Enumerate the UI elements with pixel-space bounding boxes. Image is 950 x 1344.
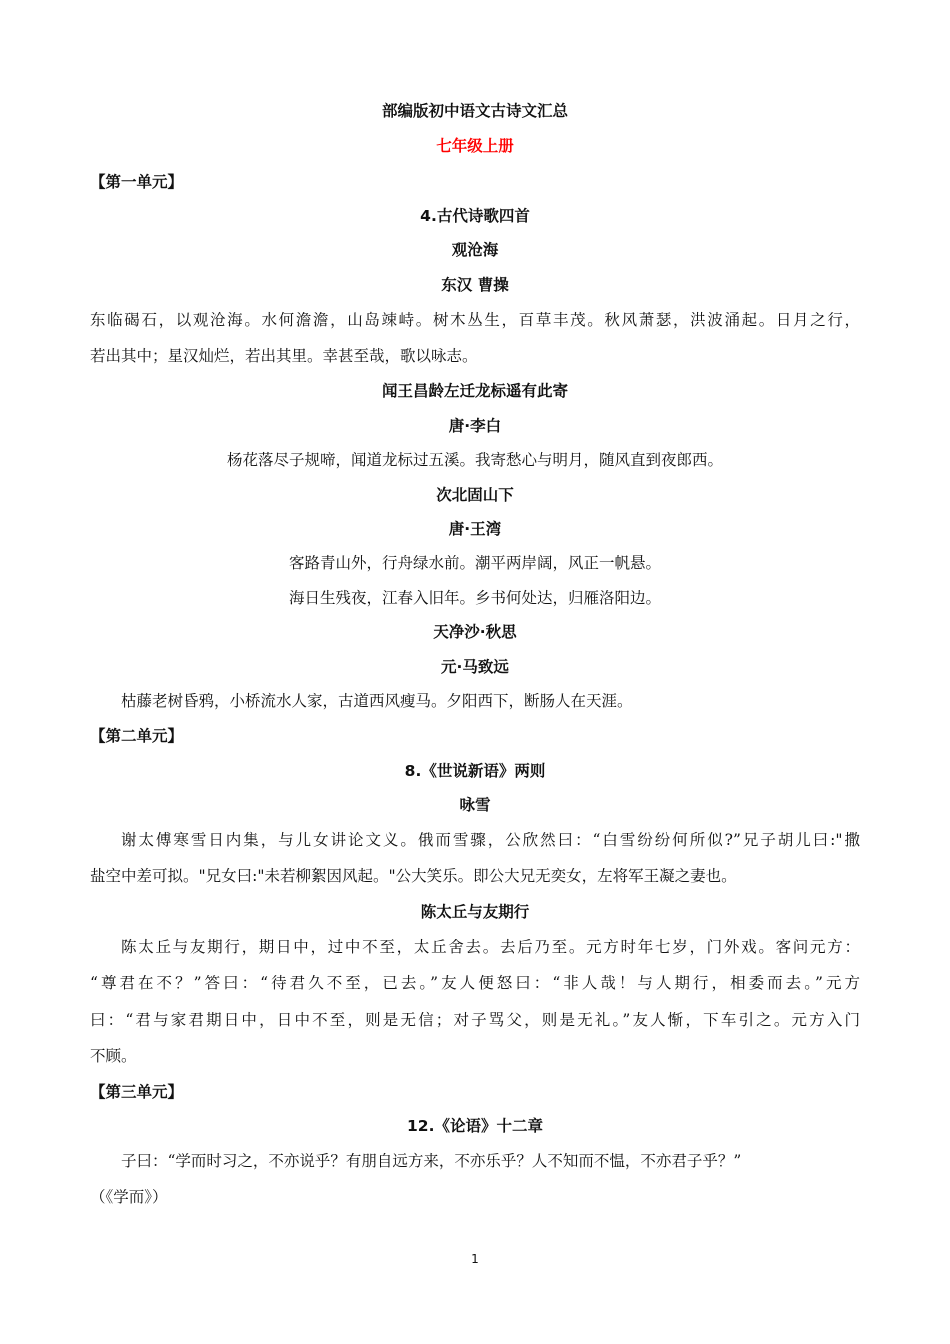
poem-title: 次北固山下: [436, 486, 514, 504]
poem-text-line: 东临碣石，以观沧海。水何澹澹，山岛竦峙。树木丛生，百草丰茂。秋风萧瑟，洪波涌起。日月之行，: [90, 311, 860, 329]
poem-text-line: “尊君在不？”答曰：“待君久不至，已去。”友人便怒曰：“非人哉！与人期行，相委而去。”元方: [90, 974, 860, 992]
poem-author: 唐·王湾: [448, 520, 502, 538]
poem-author: 唐·李白: [448, 417, 502, 435]
page-number: 1: [471, 1252, 479, 1266]
poem-author: 东汉 曹操: [441, 276, 509, 294]
poem-text-line: （《学而》）: [90, 1188, 168, 1206]
unit-heading-2: 【第二单元】: [90, 727, 184, 745]
unit-heading-3: 【第三单元】: [90, 1083, 184, 1101]
lesson-title-12: 12.《论语》十二章: [407, 1117, 543, 1135]
poem-text-line: 客路青山外，行舟绿水前。潮平两岸阔，风正一帆悬。: [288, 554, 661, 572]
poem-text-line: 不顾。: [90, 1047, 137, 1065]
lesson-title-8: 8.《世说新语》两则: [404, 762, 546, 780]
poem-text-line: 杨花落尽子规啼，闻道龙标过五溪。我寄愁心与明月，随风直到夜郎西。: [226, 451, 723, 469]
poem-title: 观沧海: [451, 241, 499, 259]
lesson-title-4: 4.古代诗歌四首: [420, 207, 530, 225]
poem-title: 咏雪: [459, 796, 491, 814]
poem-text-line: 谢太傅寒雪日内集，与儿女讲论文义。俄而雪骤，公欣然曰：“白雪纷纷何所似?”兄子胡儿曰:"撒: [121, 831, 860, 849]
doc-title: 部编版初中语文古诗文汇总: [381, 102, 568, 120]
poem-text-line: 海日生残夜，江春入旧年。乡书何处达，归雁洛阳边。: [288, 589, 661, 607]
poem-text-line: 盐空中差可拟。"兄女曰:"未若柳絮因风起。"公大笑乐。即公大兄无奕女，左将军王凝之妻也。: [90, 867, 737, 885]
poem-title: 闻王昌龄左迁龙标遥有此寄: [381, 382, 568, 400]
poem-title: 天净沙·秋思: [433, 623, 517, 641]
poem-text-line: 子曰：“学而时习之，不亦说乎？有朋自远方来，不亦乐乎？人不知而不愠，不亦君子乎？”: [121, 1152, 742, 1170]
poem-title: 陈太丘与友期行: [420, 903, 530, 921]
poem-author: 元·马致远: [441, 658, 509, 676]
poem-text-line: 曰：“君与家君期日中，日中不至，则是无信；对子骂父，则是无礼。”友人惭，下车引之。元方入门: [90, 1011, 860, 1029]
poem-text-line: 若出其中；星汉灿烂，若出其里。幸甚至哉，歌以咏志。: [90, 347, 478, 365]
poem-text-line: 枯藤老树昏鸦，小桥流水人家，古道西风瘦马。夕阳西下，断肠人在天涯。: [121, 692, 633, 710]
unit-heading-1: 【第一单元】: [90, 173, 184, 191]
poem-text-line: 陈太丘与友期行，期日中，过中不至，太丘舍去。去后乃至。元方时年七岁，门外戏。客问元方：: [121, 938, 860, 956]
grade-title: 七年级上册: [436, 137, 514, 155]
